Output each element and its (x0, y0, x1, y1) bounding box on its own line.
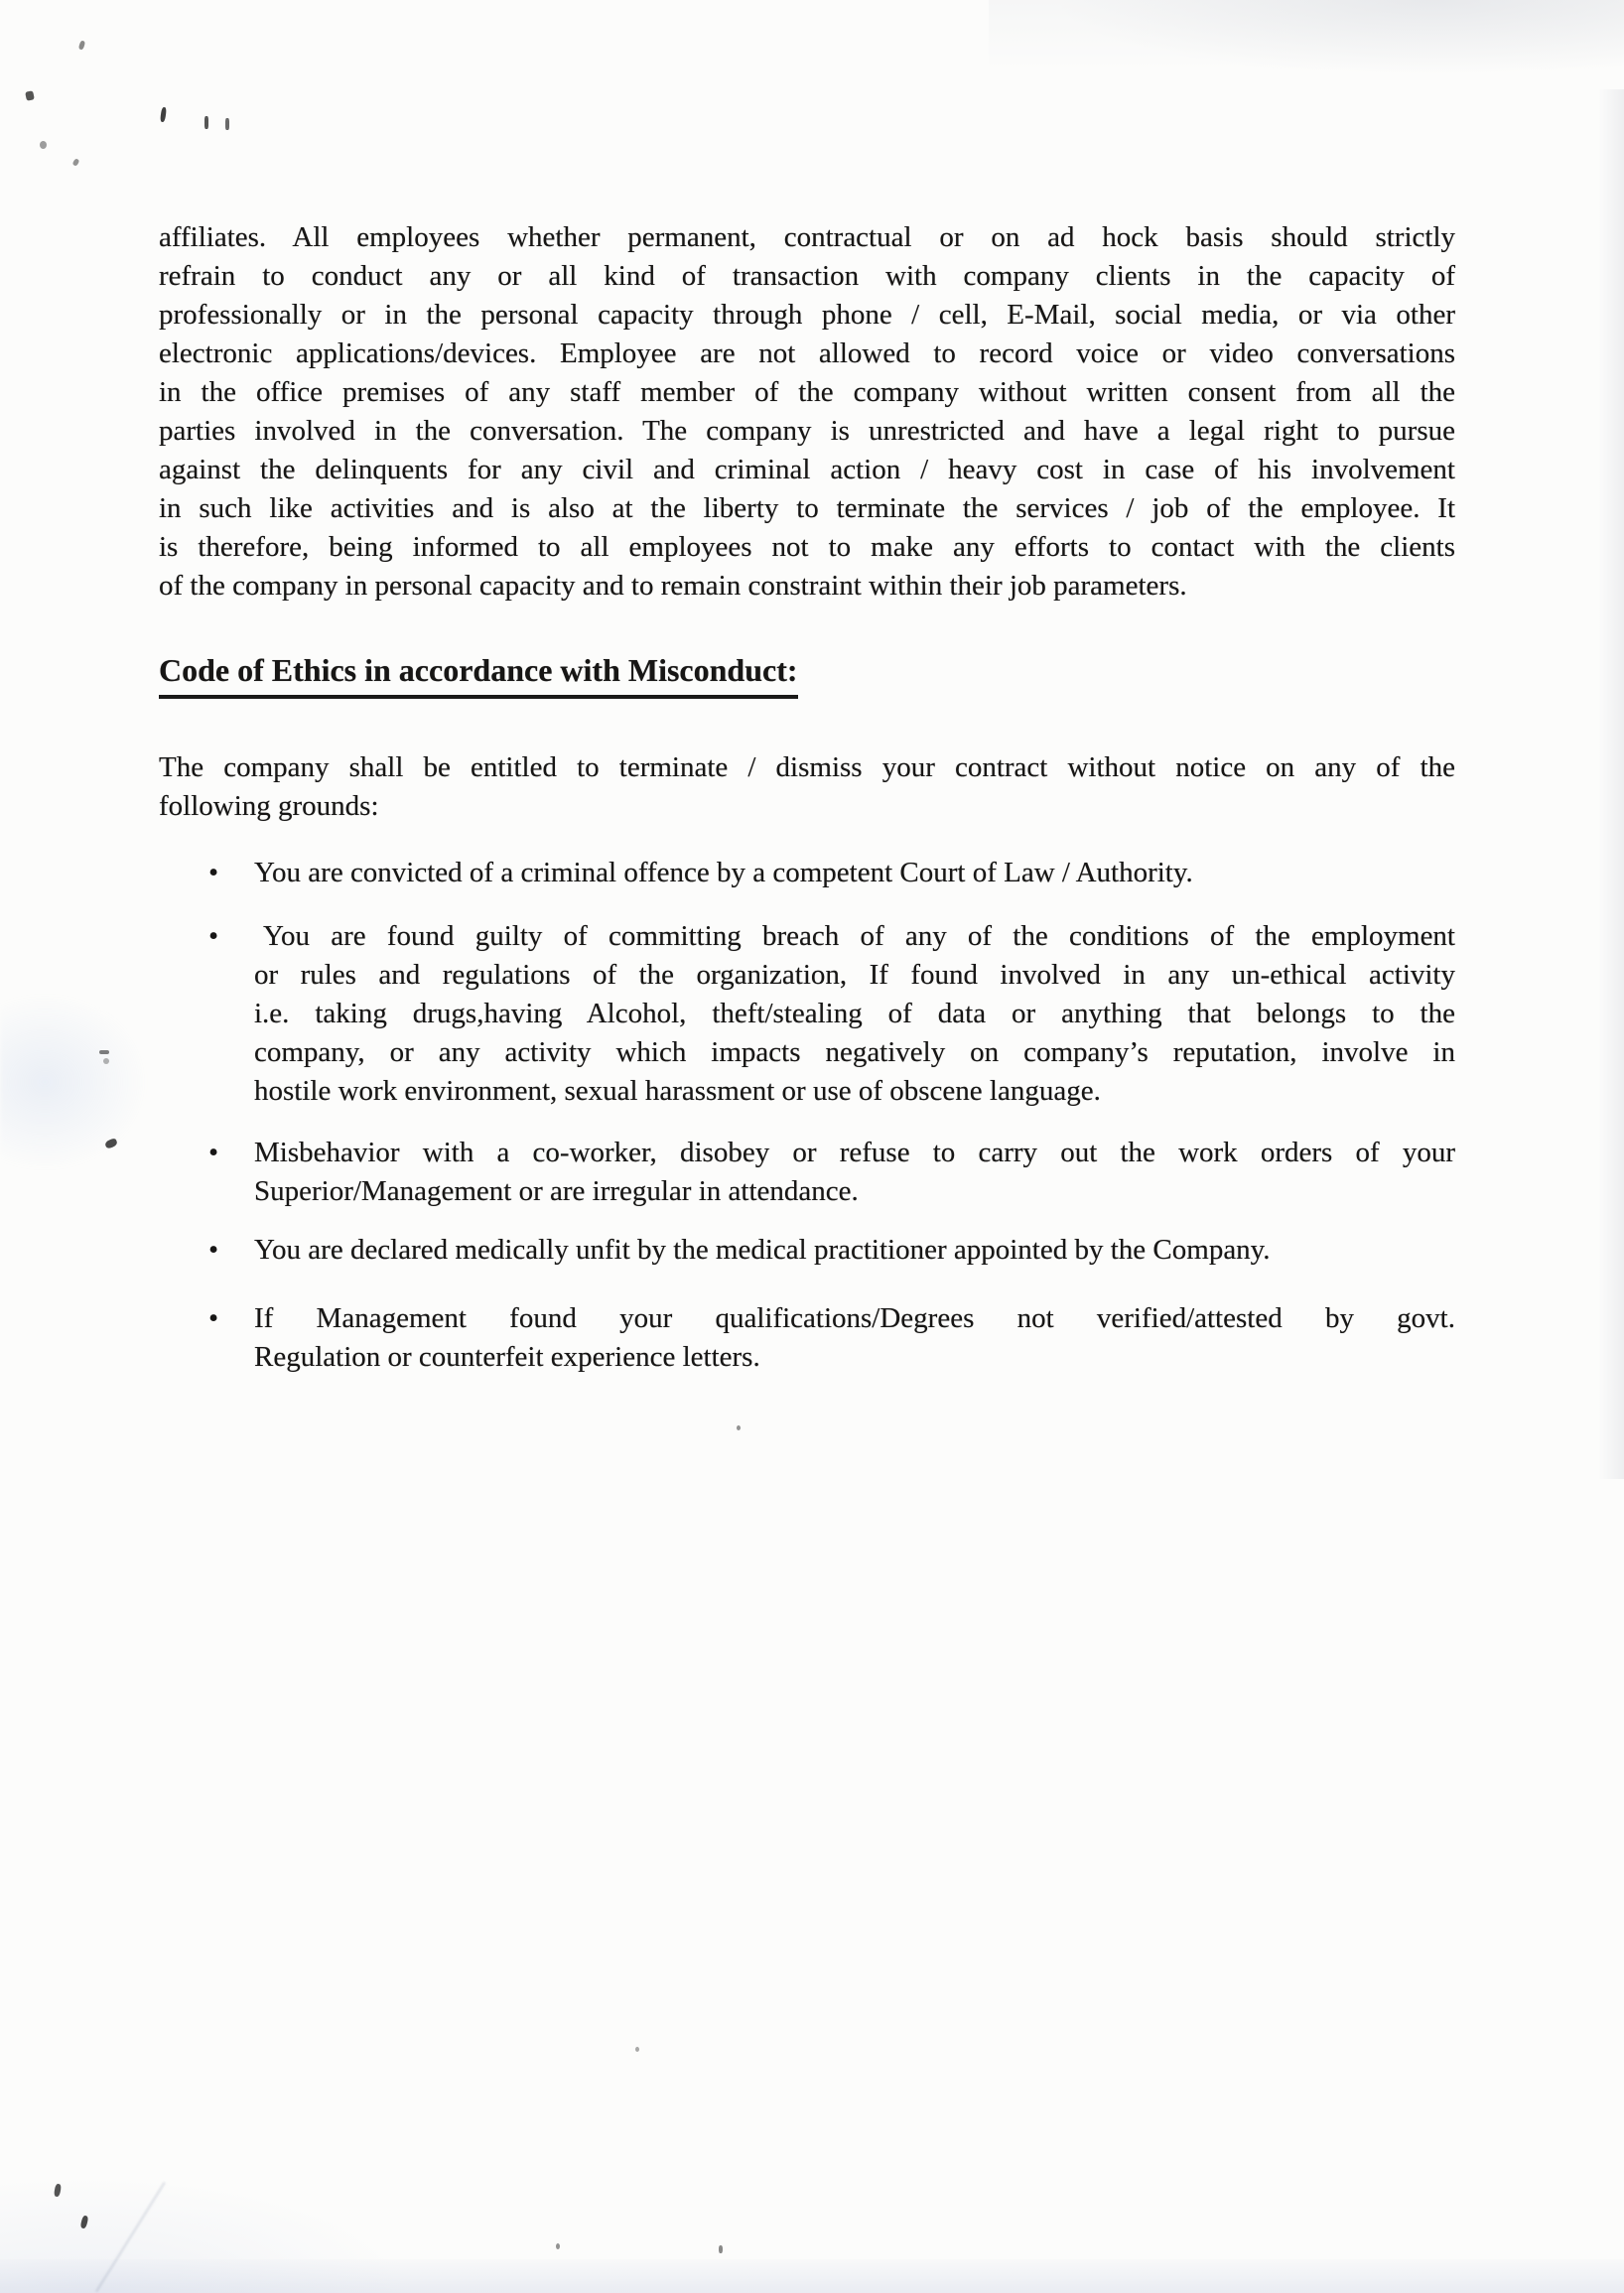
scan-smudge-left-margin (0, 993, 149, 1171)
text-line: following grounds: (159, 790, 379, 822)
text-line: Regulation or counterfeit experience letters. (254, 1341, 760, 1373)
scan-speck (40, 141, 47, 149)
scan-speck (635, 2047, 639, 2052)
heading-underlined-text: Code of Ethics in accordance with Misconduct: (159, 650, 798, 699)
bullet-icon: • (208, 857, 219, 888)
scan-crease-mark (95, 2182, 166, 2292)
scan-shading-right-edge (1598, 89, 1624, 1479)
text-line: You are convicted of a criminal offence by a competent Court of Law / Authority. (254, 857, 1193, 888)
text-line: or rules and regulations of the organization, If found involved in any un-ethical activity (254, 959, 1455, 991)
text-line: against the delinquents for any civil and criminal action / heavy cost in case of his involvement (159, 454, 1455, 485)
text-line: You are found guilty of committing breach of any of the conditions of the employment (263, 920, 1455, 952)
text-line: in such like activities and is also at the liberty to terminate the services / job of the employee. It (159, 492, 1455, 524)
scan-speck (737, 1425, 741, 1430)
text-line: i.e. taking drugs,having Alcohol, theft/stealing of data or anything that belongs to the (254, 998, 1455, 1029)
text-line: parties involved in the conversation. The company is unrestricted and have a legal right to pursue (159, 415, 1455, 447)
text-line: in the office premises of any staff member of the company without written consent from all the (159, 376, 1455, 408)
bullet-breach-of-conditions (159, 917, 1455, 1111)
scan-speck (99, 1050, 109, 1054)
text-line: Misbehavior with a co-worker, disobey or refuse to carry out the work orders of your (254, 1137, 1455, 1168)
scan-speck (160, 107, 167, 123)
scan-speck (204, 116, 208, 129)
scan-shading-top-right (989, 0, 1624, 89)
text-line: electronic applications/devices. Employee are not allowed to record voice or video conversations (159, 337, 1455, 369)
scan-speck (80, 2215, 89, 2228)
text-line: affiliates. All employees whether permanent, contractual or on ad hock basis should strictly (159, 221, 1455, 253)
text-line: Superior/Management or are irregular in attendance. (254, 1175, 859, 1207)
text-line: of the company in personal capacity and to remain constraint within their job parameters. (159, 570, 1187, 602)
scan-speck (54, 2184, 62, 2198)
bullet-icon: • (208, 1302, 219, 1334)
scan-speck (72, 158, 80, 167)
text-line: You are declared medically unfit by the medical practitioner appointed by the Company. (254, 1234, 1271, 1266)
scan-speck (719, 2245, 723, 2253)
scan-speck (104, 1138, 118, 1149)
bullet-icon: • (208, 920, 219, 952)
bullet-criminal-offence (159, 854, 1455, 892)
scan-speck (78, 40, 86, 50)
text-line: refrain to conduct any or all kind of transaction with company clients in the capacity of (159, 260, 1455, 292)
bullet-icon: • (208, 1137, 219, 1168)
scan-speck (103, 1058, 109, 1064)
bullet-misbehavior (159, 1134, 1455, 1211)
text-line: company, or any activity which impacts negatively on company’s reputation, involve in (254, 1036, 1455, 1068)
text-line: hostile work environment, sexual harassment or use of obscene language. (254, 1075, 1101, 1107)
text-line: professionally or in the personal capacity through phone / cell, E-Mail, social media, or via other (159, 299, 1455, 331)
text-line: is therefore, being informed to all employees not to make any efforts to contact with the clients (159, 531, 1455, 563)
scan-speck (556, 2243, 560, 2249)
bullet-medically-unfit (159, 1231, 1455, 1270)
bullet-qualifications-not-verified (159, 1299, 1455, 1377)
scan-shading-bottom-left (0, 2174, 417, 2293)
bullet-icon: • (208, 1234, 219, 1266)
scan-speck (225, 118, 229, 130)
paragraph-employee-conduct (159, 218, 1455, 606)
text-line: If Management found your qualifications/Degrees not verified/attested by govt. (254, 1302, 1455, 1334)
section-heading-code-of-ethics (159, 650, 1455, 699)
text-line: The company shall be entitled to terminate / dismiss your contract without notice on any of the (159, 751, 1455, 783)
paragraph-termination-intro (159, 748, 1455, 826)
scan-speck (25, 90, 35, 100)
scan-shading-bottom-band (0, 2259, 1624, 2293)
